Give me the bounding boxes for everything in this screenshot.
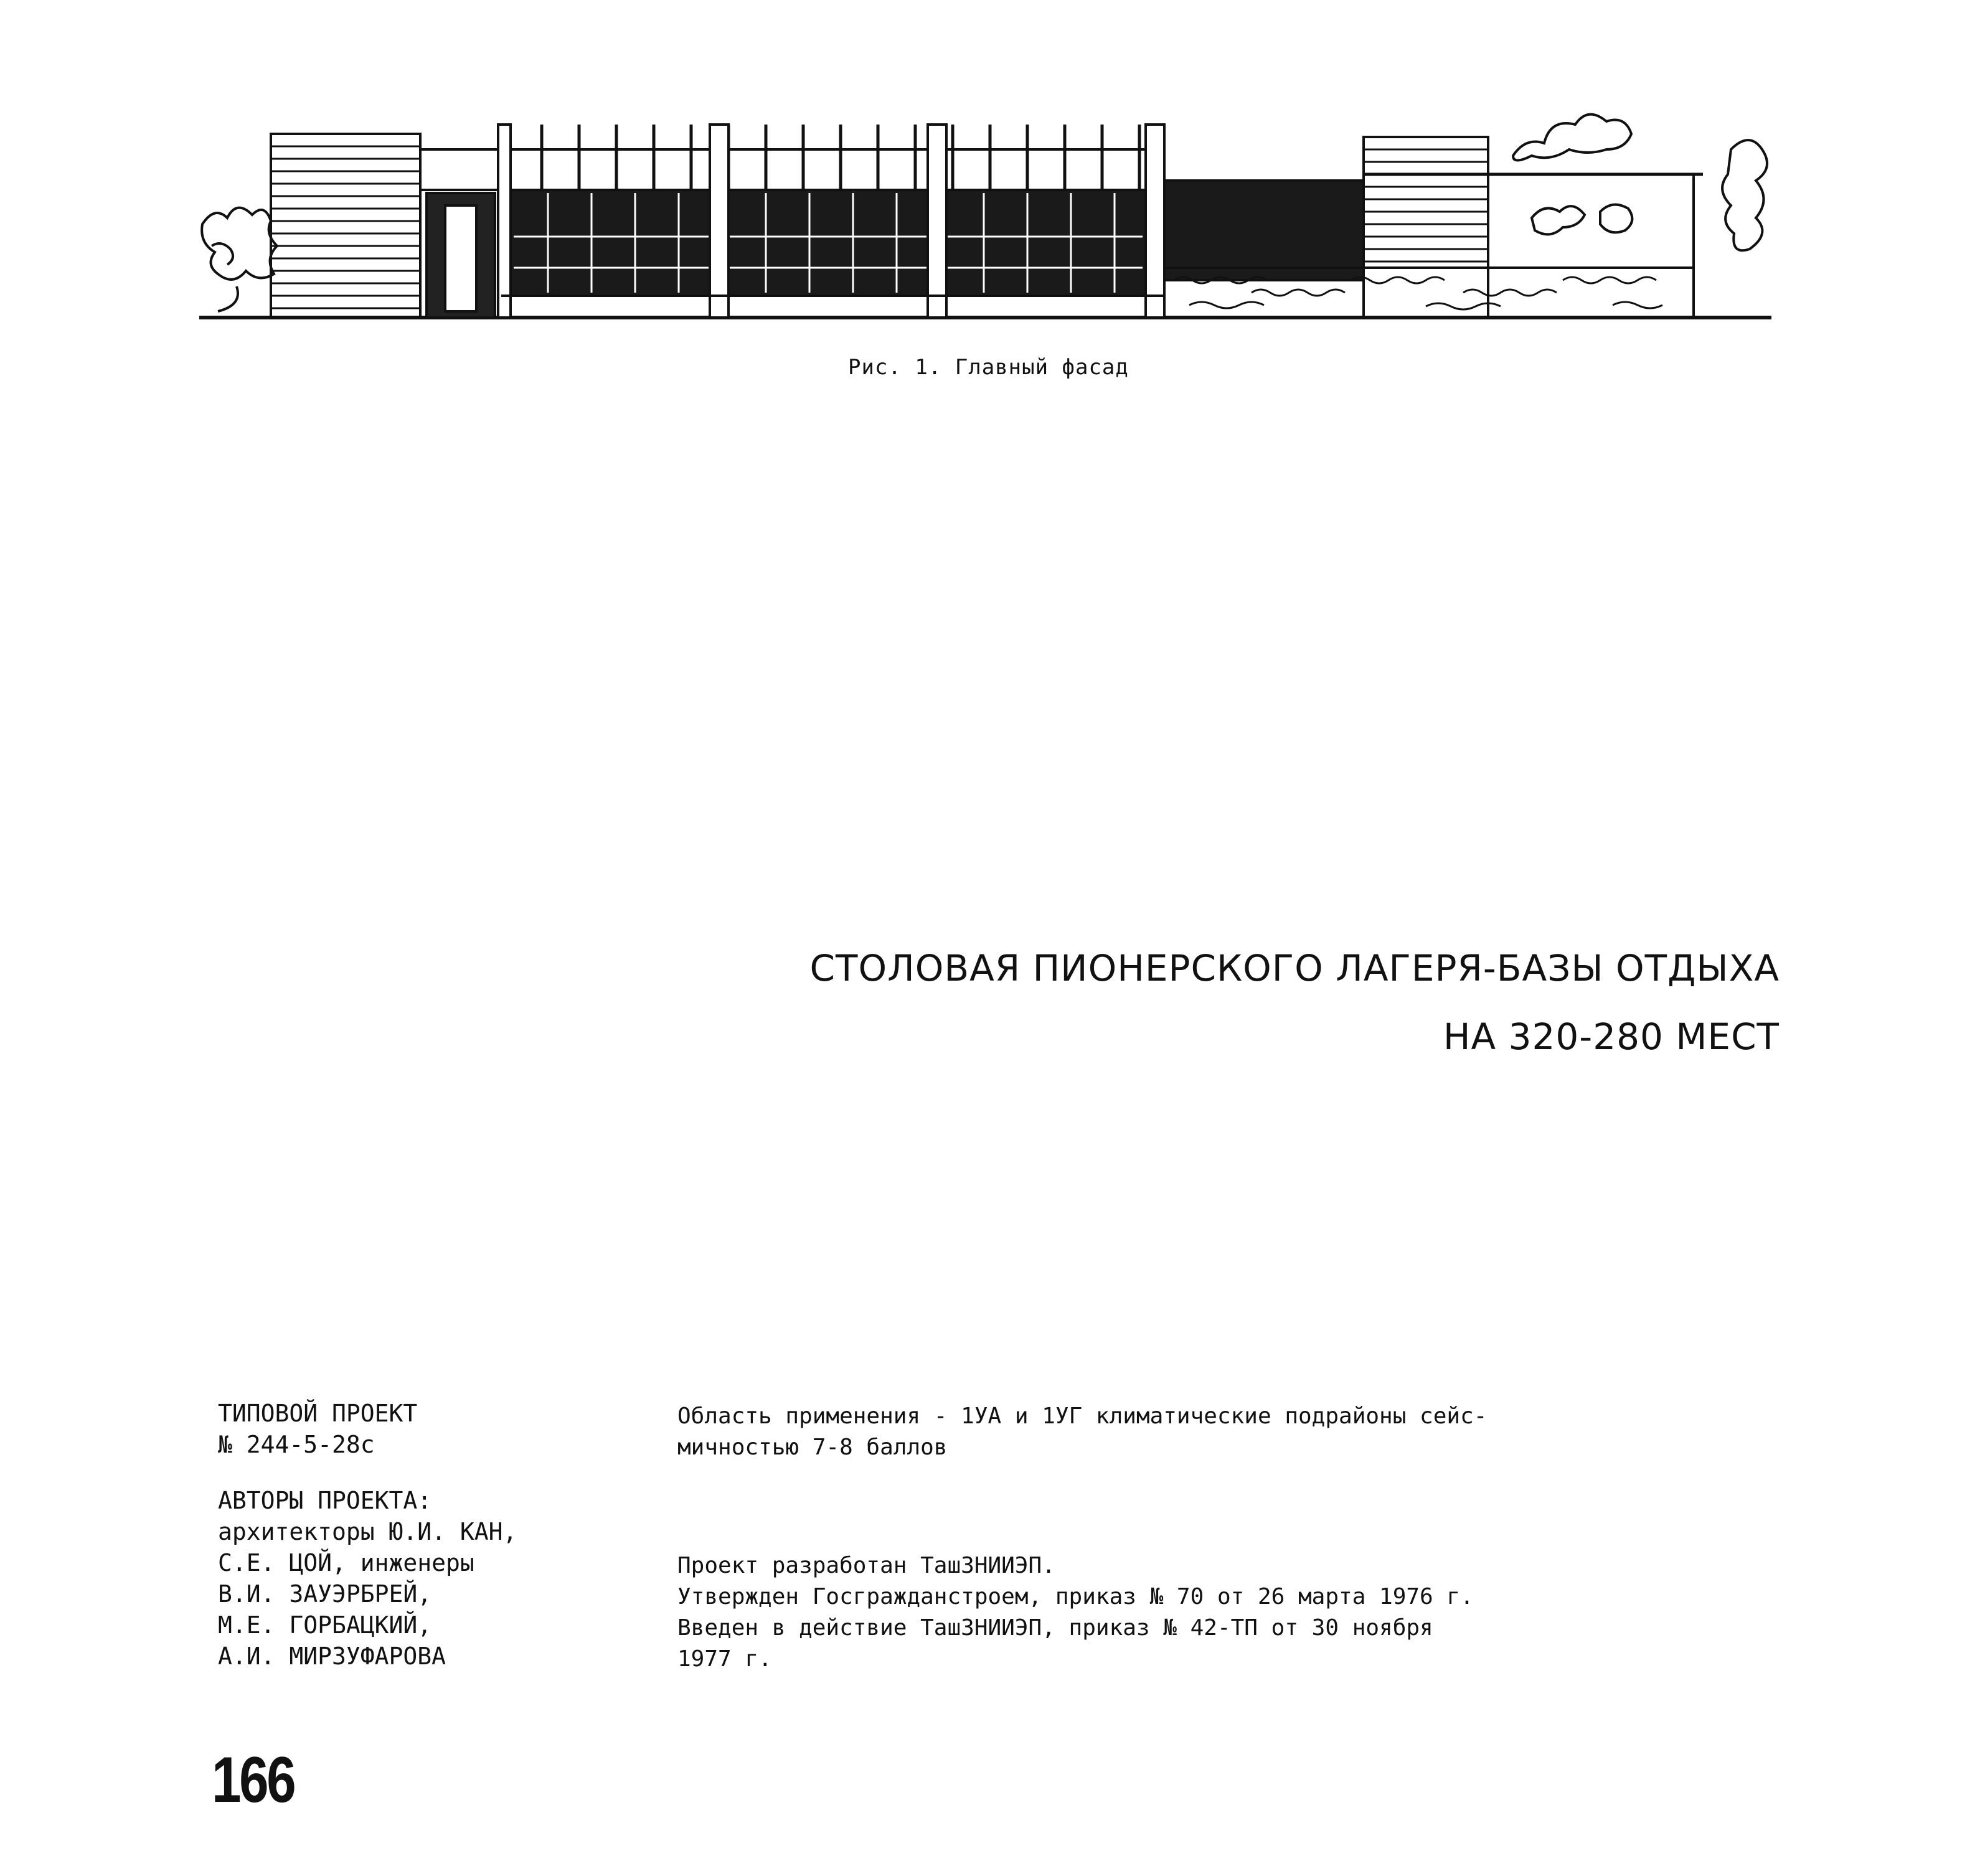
application-line: мичностью 7-8 баллов xyxy=(677,1435,948,1460)
project-number: № 244-5-28с xyxy=(218,1431,375,1458)
project-details xyxy=(677,1401,1587,1675)
project-info xyxy=(218,1398,592,1672)
authors-heading: АВТОРЫ ПРОЕКТА: xyxy=(218,1487,432,1514)
author-line: В.И. ЗАУЭРБРЕЙ, xyxy=(218,1580,432,1608)
development-line: Утвержден Госгражданстроем, приказ № 70 от 26 марта 1976 г. xyxy=(677,1584,1474,1610)
author-line: С.Е. ЦОЙ, инженеры xyxy=(218,1549,474,1577)
author-line: архитекторы Ю.И. КАН, xyxy=(218,1518,517,1545)
application-line: Область применения - 1УА и 1УГ климатические подрайоны сейс- xyxy=(677,1403,1488,1429)
page-number: 166 xyxy=(212,1744,295,1816)
title-line-1: СТОЛОВАЯ ПИОНЕРСКОГО ЛАГЕРЯ-БАЗЫ ОТДЫХА xyxy=(809,947,1780,989)
author-line: А.И. МИРЗУФАРОВА xyxy=(218,1643,446,1670)
title-line-2: НА 320-280 МЕСТ xyxy=(1443,1016,1780,1058)
tree-left xyxy=(202,208,277,311)
facade-building xyxy=(199,125,1771,318)
author-line: М.Е. ГОРБАЦКИЙ, xyxy=(218,1611,432,1639)
tree-right xyxy=(1513,115,1767,251)
project-type-label: ТИПОВОЙ ПРОЕКТ xyxy=(218,1400,418,1427)
development-line: Введен в действие ТашЗНИИЭП, приказ № 42-ТП от 30 ноября xyxy=(677,1615,1433,1641)
document-title xyxy=(810,934,1780,1071)
main-facade-drawing xyxy=(193,112,1775,336)
development-line: Проект разработан ТашЗНИИЭП. xyxy=(677,1553,1055,1578)
development-line: 1977 г. xyxy=(677,1646,772,1672)
figure-caption: Рис. 1. Главный фасад xyxy=(848,355,1129,380)
